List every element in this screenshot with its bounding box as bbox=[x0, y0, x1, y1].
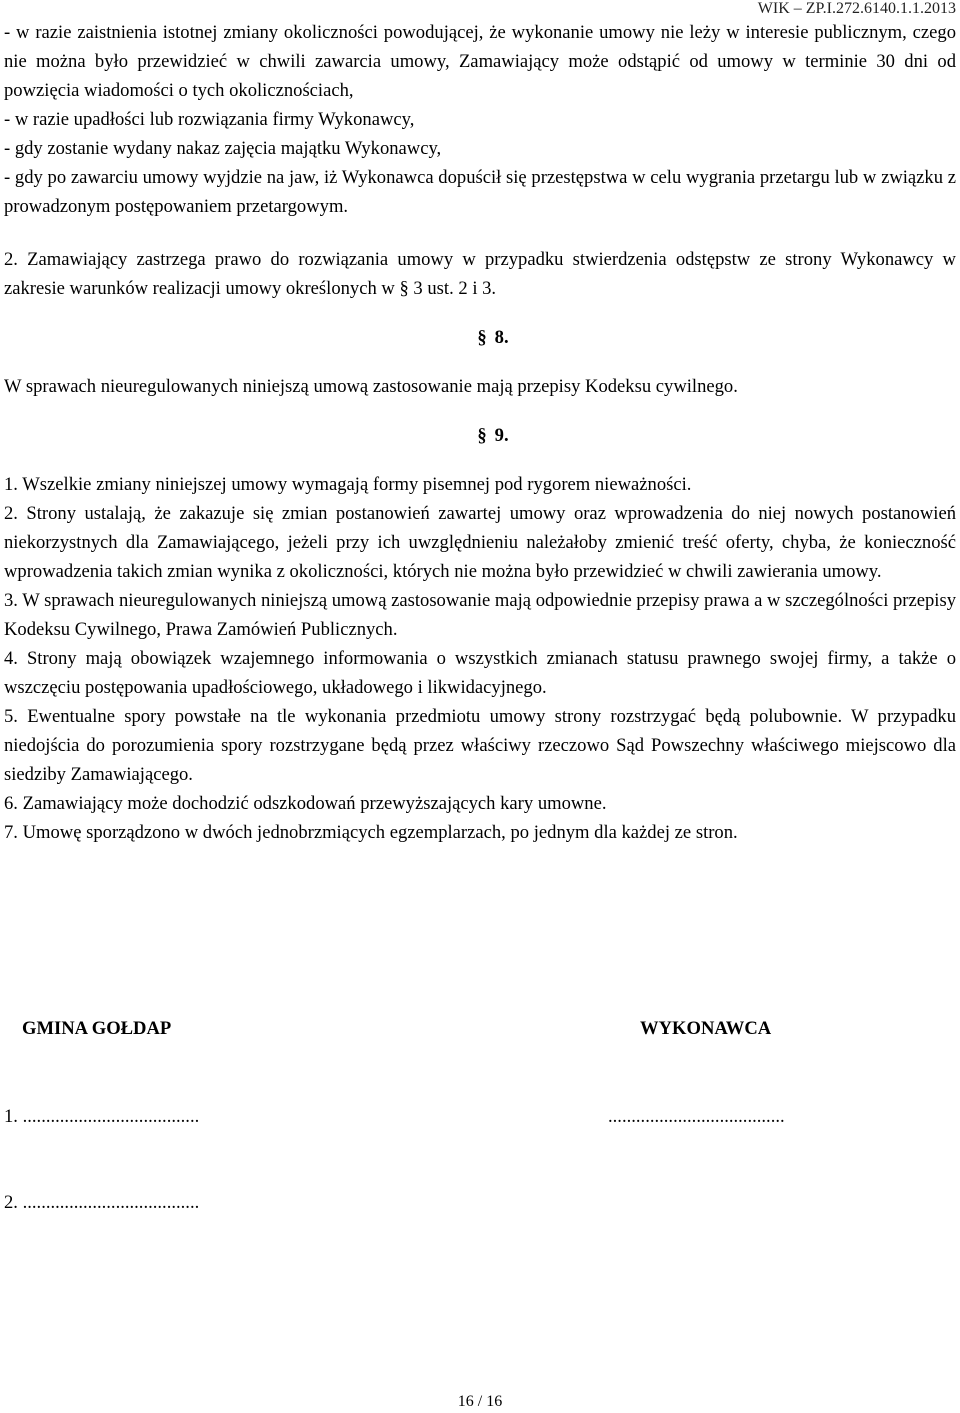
page-number: 16 / 16 bbox=[457, 1393, 503, 1410]
section-9-item-5: 5. Ewentualne spory powstałe na tle wykonania przedmiotu umowy strony rozstrzygać będą polubownie. W przypadku niedojścia do porozumienia spory rozstrzygane będą przez właściwy rzeczowo Sąd Powszechny właściwego miejscowo dla siedziby Zamawiającego. bbox=[4, 706, 956, 785]
paragraph-termination-public-interest: - w razie zaistnienia istotnej zmiany okoliczności powodującej, że wykonanie umowy nie leży w interesie publicznym, czego nie można było przewidzieć w chwili zawarcia umowy, Zamawiający może odstąpić od umowy w terminie 30 dni od powzięcia wiadomości o tych okolicznościach, bbox=[4, 22, 956, 101]
section-mark: § bbox=[477, 425, 487, 446]
section-mark: § bbox=[477, 327, 487, 348]
document-reference: WIK – ZP.I.272.6140.1.1.2013 bbox=[757, 0, 956, 17]
section-9-item-3: 3. W sprawach nieuregulowanych niniejszą umową zastosowanie mają odpowiednie przepisy prawa a w szczególności przepisy Kodeksu Cywilnego, Prawa Zamówień Publicznych. bbox=[4, 590, 956, 640]
paragraph-termination-right: 2. Zamawiający zastrzega prawo do rozwiązania umowy w przypadku stwierdzenia odstępstw ze strony Wykonawcy w zakresie warunków realizacji umowy określonych w § 3 ust. 2 i 3. bbox=[4, 249, 956, 299]
section-8-heading bbox=[4, 323, 956, 352]
section-9-item-4: 4. Strony mają obowiązek wzajemnego informowania o wszystkich zmianach statusu prawnego swojej firmy, a także o wszczęciu postępowania upadłościowego, układowego i likwidacyjnego. bbox=[4, 648, 956, 698]
signature-line-left-1: 1. ...................................... bbox=[4, 1106, 200, 1127]
section-8-number: 8. bbox=[494, 327, 509, 348]
section-9-item-7: 7. Umowę sporządzono w dwóch jednobrzmiących egzemplarzach, po jednym dla każdej ze stron. bbox=[4, 822, 738, 843]
document-body bbox=[4, 18, 956, 847]
signature-line-left-2: 2. ...................................... bbox=[4, 1192, 200, 1213]
paragraph-seizure: - gdy zostanie wydany nakaz zajęcia majątku Wykonawcy, bbox=[4, 138, 442, 159]
paragraph-offence: - gdy po zawarciu umowy wyjdzie na jaw, iż Wykonawca dopuścił się przestępstwa w celu wygrania przetargu lub w związku z prowadzonym postępowaniem przetargowym. bbox=[4, 167, 956, 217]
signature-party-contractor: WYKONAWCA bbox=[640, 1018, 772, 1039]
section-8-paragraph: W sprawach nieuregulowanych niniejszą umową zastosowanie mają przepisy Kodeksu cywilnego. bbox=[4, 376, 738, 397]
section-9-number: 9. bbox=[494, 425, 509, 446]
section-9-item-1: 1. Wszelkie zmiany niniejszej umowy wymagają formy pisemnej pod rygorem nieważności. bbox=[4, 474, 692, 495]
paragraph-bankruptcy: - w razie upadłości lub rozwiązania firmy Wykonawcy, bbox=[4, 109, 415, 130]
section-9-item-2: 2. Strony ustalają, że zakazuje się zmian postanowień zawartej umowy oraz wprowadzenia do niej nowych postanowień niekorzystnych dla Zamawiającego, jeżeli przy ich uwzględnieniu należałoby zmienić treść oferty, chyba, że konieczność wprowadzenia takich zmian wynika z okoliczności, których nie można było przewidzieć w chwili zawierania umowy. bbox=[4, 503, 956, 582]
signature-party-municipality: GMINA GOŁDAP bbox=[22, 1018, 172, 1039]
section-9-item-6: 6. Zamawiający może dochodzić odszkodowań przewyższających kary umowne. bbox=[4, 793, 607, 814]
signature-line-right-1: ...................................... bbox=[608, 1106, 785, 1127]
section-9-heading bbox=[4, 421, 956, 450]
